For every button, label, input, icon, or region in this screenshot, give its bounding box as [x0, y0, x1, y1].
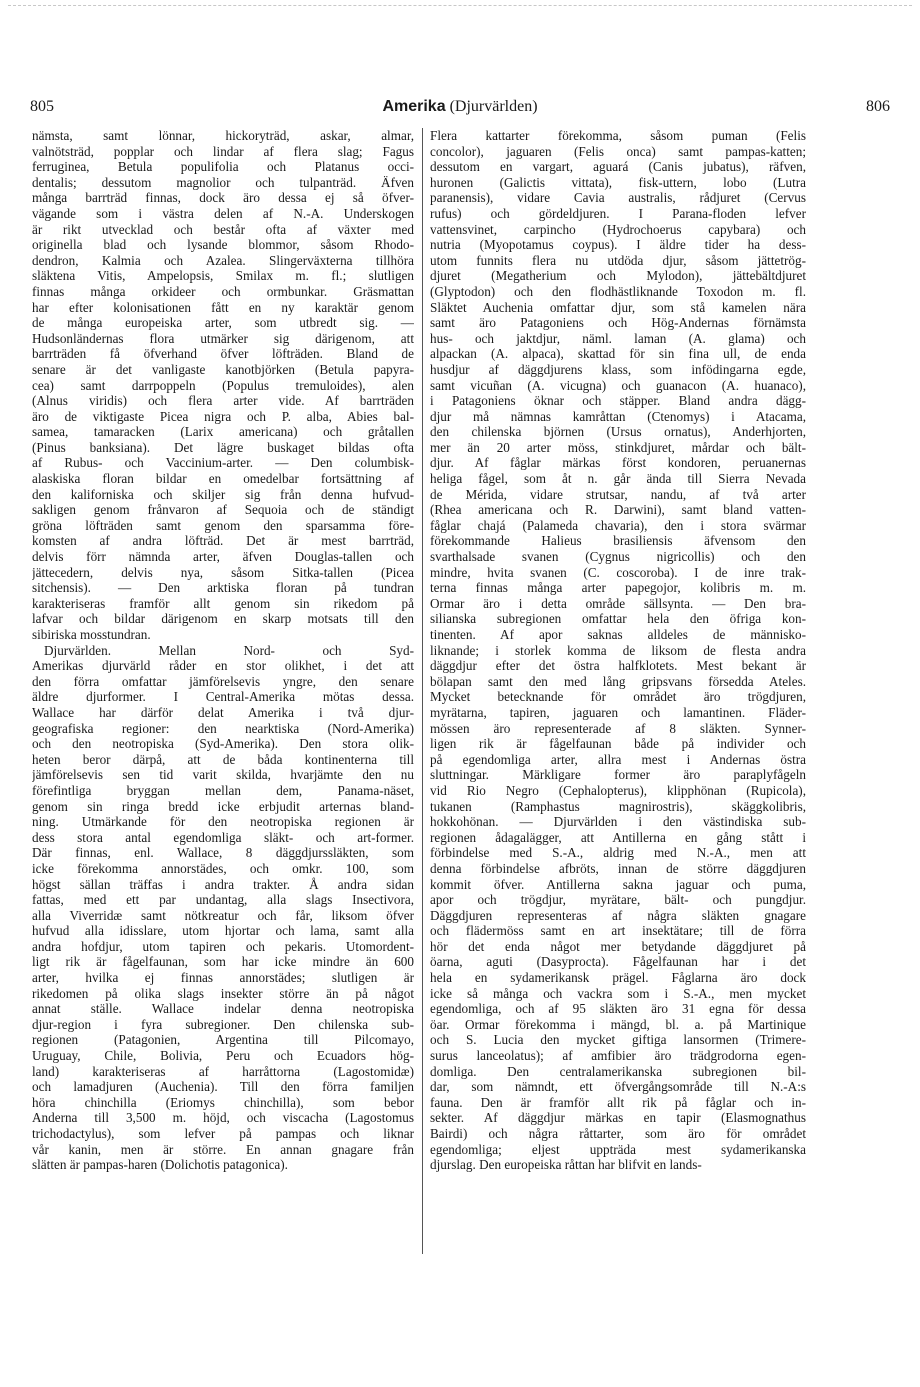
text-line: land) karakteriseras af harråttorna (Lagostomidæ)	[32, 1063, 414, 1079]
text-line: samt vicuñan (A. vicugna) och guanacon (A. huanaco),	[430, 377, 806, 393]
text-line: lafvar och bildar därigenom en skarp motsats till den	[32, 611, 414, 627]
text-line: domliga. Den centralamerikanska subregionen bil-	[430, 1063, 806, 1079]
text-line: förefintliga bryggan mellan dem, Panama-näset,	[32, 782, 414, 798]
text-line: ligen rik är fågelfaunan både på individer och	[430, 736, 806, 752]
text-line: (Pinus banksiana). Det lägre buskaget bildas ofta	[32, 439, 414, 455]
running-title-rest: (Djurvärlden)	[445, 98, 538, 115]
text-line: barrträden få öfverhand öfver löfträden. Bland de	[32, 346, 414, 362]
text-line: samt äro Patagoniens och Hög-Andernas förnämsta	[430, 315, 806, 331]
text-line: hus- och jaktdjur, näml. laman (A. glama) och	[430, 330, 806, 346]
text-line: huronen (Galictis vittata), fisk-uttern, lobo (Lutra	[430, 174, 806, 190]
text-line: egendomliga, och af 95 släkten äro 31 egna för dessa	[430, 1001, 806, 1017]
text-line: gröna löfträden samt genom den sparsamma före-	[32, 517, 414, 533]
text-line: paranensis), vidare Cavia australis, rådjuret (Cervus	[430, 190, 806, 206]
text-line: sakligen genom frånvaron af Sequoia och de ständigt	[32, 502, 414, 518]
text-line: geografiska regioner: den nearktiska (Nord-Amerika)	[32, 720, 414, 736]
text-line: den förra omfattar jämförelsevis yngre, den senare	[32, 673, 414, 689]
text-line: Djurvärlden. Mellan Nord- och Syd-	[44, 642, 414, 658]
text-line: heliga fågel, som åt n. går ända till Sierra Nevada	[430, 471, 806, 487]
text-line: i Patagoniens öknar och stäpper. Bland andra dägg-	[430, 393, 806, 409]
text-line: arter, hvilka ej finnas annorstädes; slutligen är	[32, 970, 414, 986]
text-line: terna finnas många arter papegojor, kolibris m. m.	[430, 580, 806, 596]
text-line: djur-region i fyra subregioner. Den chilenska sub-	[32, 1016, 414, 1032]
page-number-left: 805	[30, 98, 54, 115]
text-line: rikedomen på olika slags insekter större än på något	[32, 985, 414, 1001]
text-line: regionen (Patagonien, Argentina till Pilcomayo,	[32, 1032, 414, 1048]
text-line: Hudsonländernas flora utmärker sig därigenom, att	[32, 330, 414, 346]
text-line: har efter kolonisationen fått en ny karaktär genom	[32, 299, 414, 315]
text-line: trichodactylus), som lefver på pampas och liknar	[32, 1126, 414, 1141]
text-line: icke så många och vackra som i S.-A., men mycket	[430, 985, 806, 1001]
text-line: Ormar äro i detta område sällsynta. — Den bra-	[430, 595, 806, 611]
text-line: bölapan samt den med lång gripsvans försedda Ateles.	[430, 673, 806, 689]
text-line: äro de viktigaste Picea nigra och P. alba, Abies bal-	[32, 408, 414, 424]
text-line: mindre, hvita svanen (C. coscoroba). I de inre trak-	[430, 564, 806, 580]
text-line: concolor), jaguaren (Felis onca) samt pampas-katten;	[430, 143, 806, 159]
text-line: Där finnas, enl. Wallace, 8 däggdjurssläkten, som	[32, 845, 414, 861]
text-line: den chilenska björnen (Ursus ornatus), Anderhjorten,	[430, 424, 806, 440]
column-divider	[422, 128, 423, 1254]
text-line: de många europeiska arter, som utbredt sig. —	[32, 315, 414, 331]
text-line: Bairdi) och några råttarter, som äro för området	[430, 1126, 806, 1141]
text-line: släktena Vitis, Ampelopsis, Smilax m. fl.; slutligen	[32, 268, 414, 284]
text-line: silianska subregionen omfattar hela den öfriga kon-	[430, 611, 806, 627]
text-line: annat ställe. Wallace indelar denna neotropiska	[32, 1001, 414, 1017]
text-line: äldre djurformer. I Central-Amerika mötas dessa.	[32, 689, 414, 705]
text-line: och flädermöss samt en art insektätare; till de förra	[430, 923, 806, 939]
text-line: jämförelsevis sen tid varit skilda, hvarjämte den nu	[32, 767, 414, 783]
text-line: sluttningar. Märkligare former äro paraplyfågeln	[430, 767, 806, 783]
text-line: liknande; i storlek komma de liksom de flesta andra	[430, 642, 806, 658]
text-line: däggdjur efter det östra halfklotets. Mest bekant är	[430, 658, 806, 674]
text-line: ning. Utmärkande för den neotropiska regionen är	[32, 814, 414, 830]
text-line: denna förbindelse afbröts, innan de större däggdjuren	[430, 860, 806, 876]
text-line: rufus) och gördeldjuren. I Parana-floden lefver	[430, 205, 806, 221]
text-line: Wallace har därför delat Amerika i två djur-	[32, 704, 414, 720]
text-line: många barrträd finnas, dock äro dessa ej så öfver-	[32, 190, 414, 206]
text-line: mössen äro representerade af 8 släkten. Synner-	[430, 720, 806, 736]
text-line: Uruguay, Chile, Bolivia, Peru och Ecuadors hög-	[32, 1048, 414, 1064]
text-line: jättecedern, delvis nya, såsom Sitka-tallen (Picea	[32, 564, 414, 580]
text-line: sekter. Af däggdjur märkas en tapir (Elasmognathus	[430, 1110, 806, 1126]
text-line: vid Rio Negro (Cephalopterus), klipphönan (Rupicola),	[430, 782, 806, 798]
text-line: fåglar chajá (Palameda chavaria), den i stora svärmar	[430, 517, 806, 533]
text-line: Mycket betecknande för området äro trögdjuren,	[430, 689, 806, 705]
text-line: djuret (Megatherium och Mylodon), jättebältdjuret	[430, 268, 806, 284]
text-line: valnötsträd, popplar och lindar af flera slag; Fagus	[32, 143, 414, 159]
text-line: samea, tamaracken (Larix americana) och gråtallen	[32, 424, 414, 440]
text-line: sitchensis). — Den arktiska floran på tundran	[32, 580, 414, 596]
text-line: vägande som i västra delen af N.-A. Underskogen	[32, 205, 414, 221]
text-line: tukanen (Ramphastus magnirostris), skäggkolibris,	[430, 798, 806, 814]
text-line: (Rhea americana och R. Darwini), samt bland vatten-	[430, 502, 806, 518]
text-line: karakteriseras framför allt genom sin rikedom på	[32, 595, 414, 611]
text-line: öarna, aguti (Dasyprocta). Fågelfaunan har i det	[430, 954, 806, 970]
text-line: genom sin ringa bredd icke erbjudit arternas bland-	[32, 798, 414, 814]
text-line: apor och trögdjur, myrätare, bält- och pungdjur.	[430, 892, 806, 908]
text-line: sibiriska mosstundran.	[32, 627, 151, 642]
text-line: högst sällan träffas i andra trakter. Å andra sidan	[32, 876, 414, 892]
text-line: hör det enda något mer betydande däggdjuret på	[430, 938, 806, 954]
running-title	[30, 98, 890, 116]
text-line: (Alnus viridis) och flera arter vide. Af barrträden	[32, 393, 414, 409]
text-line: och S. Lucia den mycket giftiga lansormen (Trimere-	[430, 1032, 806, 1048]
text-line: senare är det vanligaste kanotbjörken (Betula papyra-	[32, 361, 414, 377]
text-line: förbindelse med S.-A., aldrig med N.-A., men att	[430, 845, 806, 861]
text-line: (Glyptodon) och den flodhästliknande Toxodon m. fl.	[430, 283, 806, 299]
text-line: och lamadjuren (Auchenia). Till den förra familjen	[32, 1079, 414, 1095]
text-line: af Rubus- och Vaccinium-arter. — Den columbisk-	[32, 455, 414, 471]
text-line: djurslag. Den europeiska råttan har blifvit en lands-	[430, 1157, 702, 1173]
text-line: utom funnits flera nu utdöda djur, såsom jättetrög-	[430, 252, 806, 268]
page-number-right: 806	[866, 98, 890, 115]
text-line: andra hofdjur, utom tapiren och pekaris. Utomordent-	[32, 938, 414, 954]
text-line: öar. Ormar förekomma i mängd, bl. a. på Martinique	[430, 1016, 806, 1032]
text-line: fauna. Den är framför allt rik på fåglar och in-	[430, 1094, 806, 1110]
text-line: Släktet Auchenia omfattar djur, som stå kamelen nära	[430, 299, 806, 315]
text-line: dendron, Kalmia och Azalea. Slingerväxterna tillhöra	[32, 252, 414, 268]
top-edge-rule	[8, 5, 912, 6]
text-line: och den neotropiska (Syd-Amerika). Den stora olik-	[32, 736, 414, 752]
text-line: kommit öfver. Antillerna sakna jaguar och puma,	[430, 876, 806, 892]
text-line: ferruginea, Betula populifolia och Platanus occi-	[32, 159, 414, 175]
text-line: egendomliga; eljest uppträda mest sydamerikanska	[430, 1141, 806, 1157]
text-line: tinenten. Af apor saknas alldeles de människo-	[430, 627, 806, 642]
text-line: vår kanin, men är större. En annan gnagare från	[32, 1141, 414, 1157]
text-line: vattensvinet, carpincho (Hydrochoerus capybara) och	[430, 221, 806, 237]
left-text-column	[32, 128, 414, 1173]
text-line: cea) samt darrpoppeln (Populus tremuloides), alen	[32, 377, 414, 393]
text-line: Anderna till 3,500 m. höjd, och viscacha (Lagostomus	[32, 1110, 414, 1126]
text-line: regionen ådagalägger, att Antillerna en gång stått i	[430, 829, 806, 845]
text-line: dar, som nämndt, ett öfvergångsområde till N.-A:s	[430, 1079, 806, 1095]
text-line: alaskiska floran bildar en omedelbar fortsättning af	[32, 471, 414, 487]
text-line: nutria (Myopotamus coypus). I äldre tider ha dess-	[430, 237, 806, 253]
text-line: nämsta, samt lönnar, hickoryträd, askar, almar,	[32, 128, 414, 143]
text-line: är rikt utvecklad och består ofta af växter med	[32, 221, 414, 237]
right-text-column	[430, 128, 806, 1173]
text-line: djur. Af fåglar märkas först kondoren, peruanernas	[430, 455, 806, 471]
text-line: Amerikas djurvärld råder en stor olikhet, i det att	[32, 658, 414, 674]
text-line: djur må nämnas kamråttan (Ctenomys) i Atacama,	[430, 408, 806, 424]
text-line: dessutom en vargart, aguará (Canis jubatus), räfven,	[430, 159, 806, 175]
text-line: alla Viverridæ samt nötkreatur och får, liksom öfver	[32, 907, 414, 923]
text-line: Däggdjuren representeras af några släkten gnagare	[430, 907, 806, 923]
text-line: finnas många orkideer och ormbunkar. Gräsmattan	[32, 283, 414, 299]
text-line: den kaliforniska och skiljer sig från denna hufvud-	[32, 486, 414, 502]
text-line: komsten af andra löfträd. Det är mest barrträd,	[32, 533, 414, 549]
text-line: alpackan (A. alpaca), skattad för sin fina ull, de enda	[430, 346, 806, 362]
text-line: dess stora antal egendomliga släkt- och art-former.	[32, 829, 414, 845]
text-line: de Mérida, vidare strutsar, nandu, af två arter	[430, 486, 806, 502]
text-line: delvis förr nämnda arter, äfven Douglas-tallen och	[32, 549, 414, 565]
page-header	[30, 98, 890, 122]
text-line: originella blad och lysande blommor, såsom Rhodo-	[32, 237, 414, 253]
text-line: förekommande Halieus brasiliensis äfvensom den	[430, 533, 806, 549]
text-line: höra chinchilla (Eriomys chinchilla), som bebor	[32, 1094, 414, 1110]
text-line: heten beror därpå, att de båda kontinenterna till	[32, 751, 414, 767]
text-line: myrätarna, tapiren, jaguaren och lamantinen. Fläder-	[430, 704, 806, 720]
text-line: slätten är pampas-haren (Dolichotis patagonica).	[32, 1157, 288, 1173]
text-line: mer än 20 arter möss, stinkdjuret, mårdar och bält-	[430, 439, 806, 455]
text-line: svarthalsade svanen (Cygnus nigricollis) och den	[430, 549, 806, 565]
text-line: på egendomliga arter, allra mest i Andernas östra	[430, 751, 806, 767]
running-title-bold: Amerika	[382, 98, 446, 115]
text-line: surus lanceolatus); af amfibier äro trädgrodorna egen-	[430, 1048, 806, 1064]
text-line: dentalis; dessutom magnolior och tulpanträd. Äfven	[32, 174, 414, 190]
text-line: Flera kattarter förekomma, såsom puman (Felis	[430, 128, 806, 143]
text-line: husdjur af däggdjurens klass, som infödingarna egde,	[430, 361, 806, 377]
text-line: hufvud alla idisslare, utom hjortar och lama, samt alla	[32, 923, 414, 939]
text-line: ligt rik är fågelfaunan, som har icke mindre än 600	[32, 954, 414, 970]
text-line: icke förekomma annorstädes, och omkr. 100, som	[32, 860, 414, 876]
text-line: hokkohönan. — Djurvärlden i den västindiska sub-	[430, 814, 806, 830]
text-line: fattas, med ett par undantag, alla slags Insectivora,	[32, 892, 414, 908]
text-line: hela en sydamerikansk prägel. Fåglarna äro dock	[430, 970, 806, 986]
